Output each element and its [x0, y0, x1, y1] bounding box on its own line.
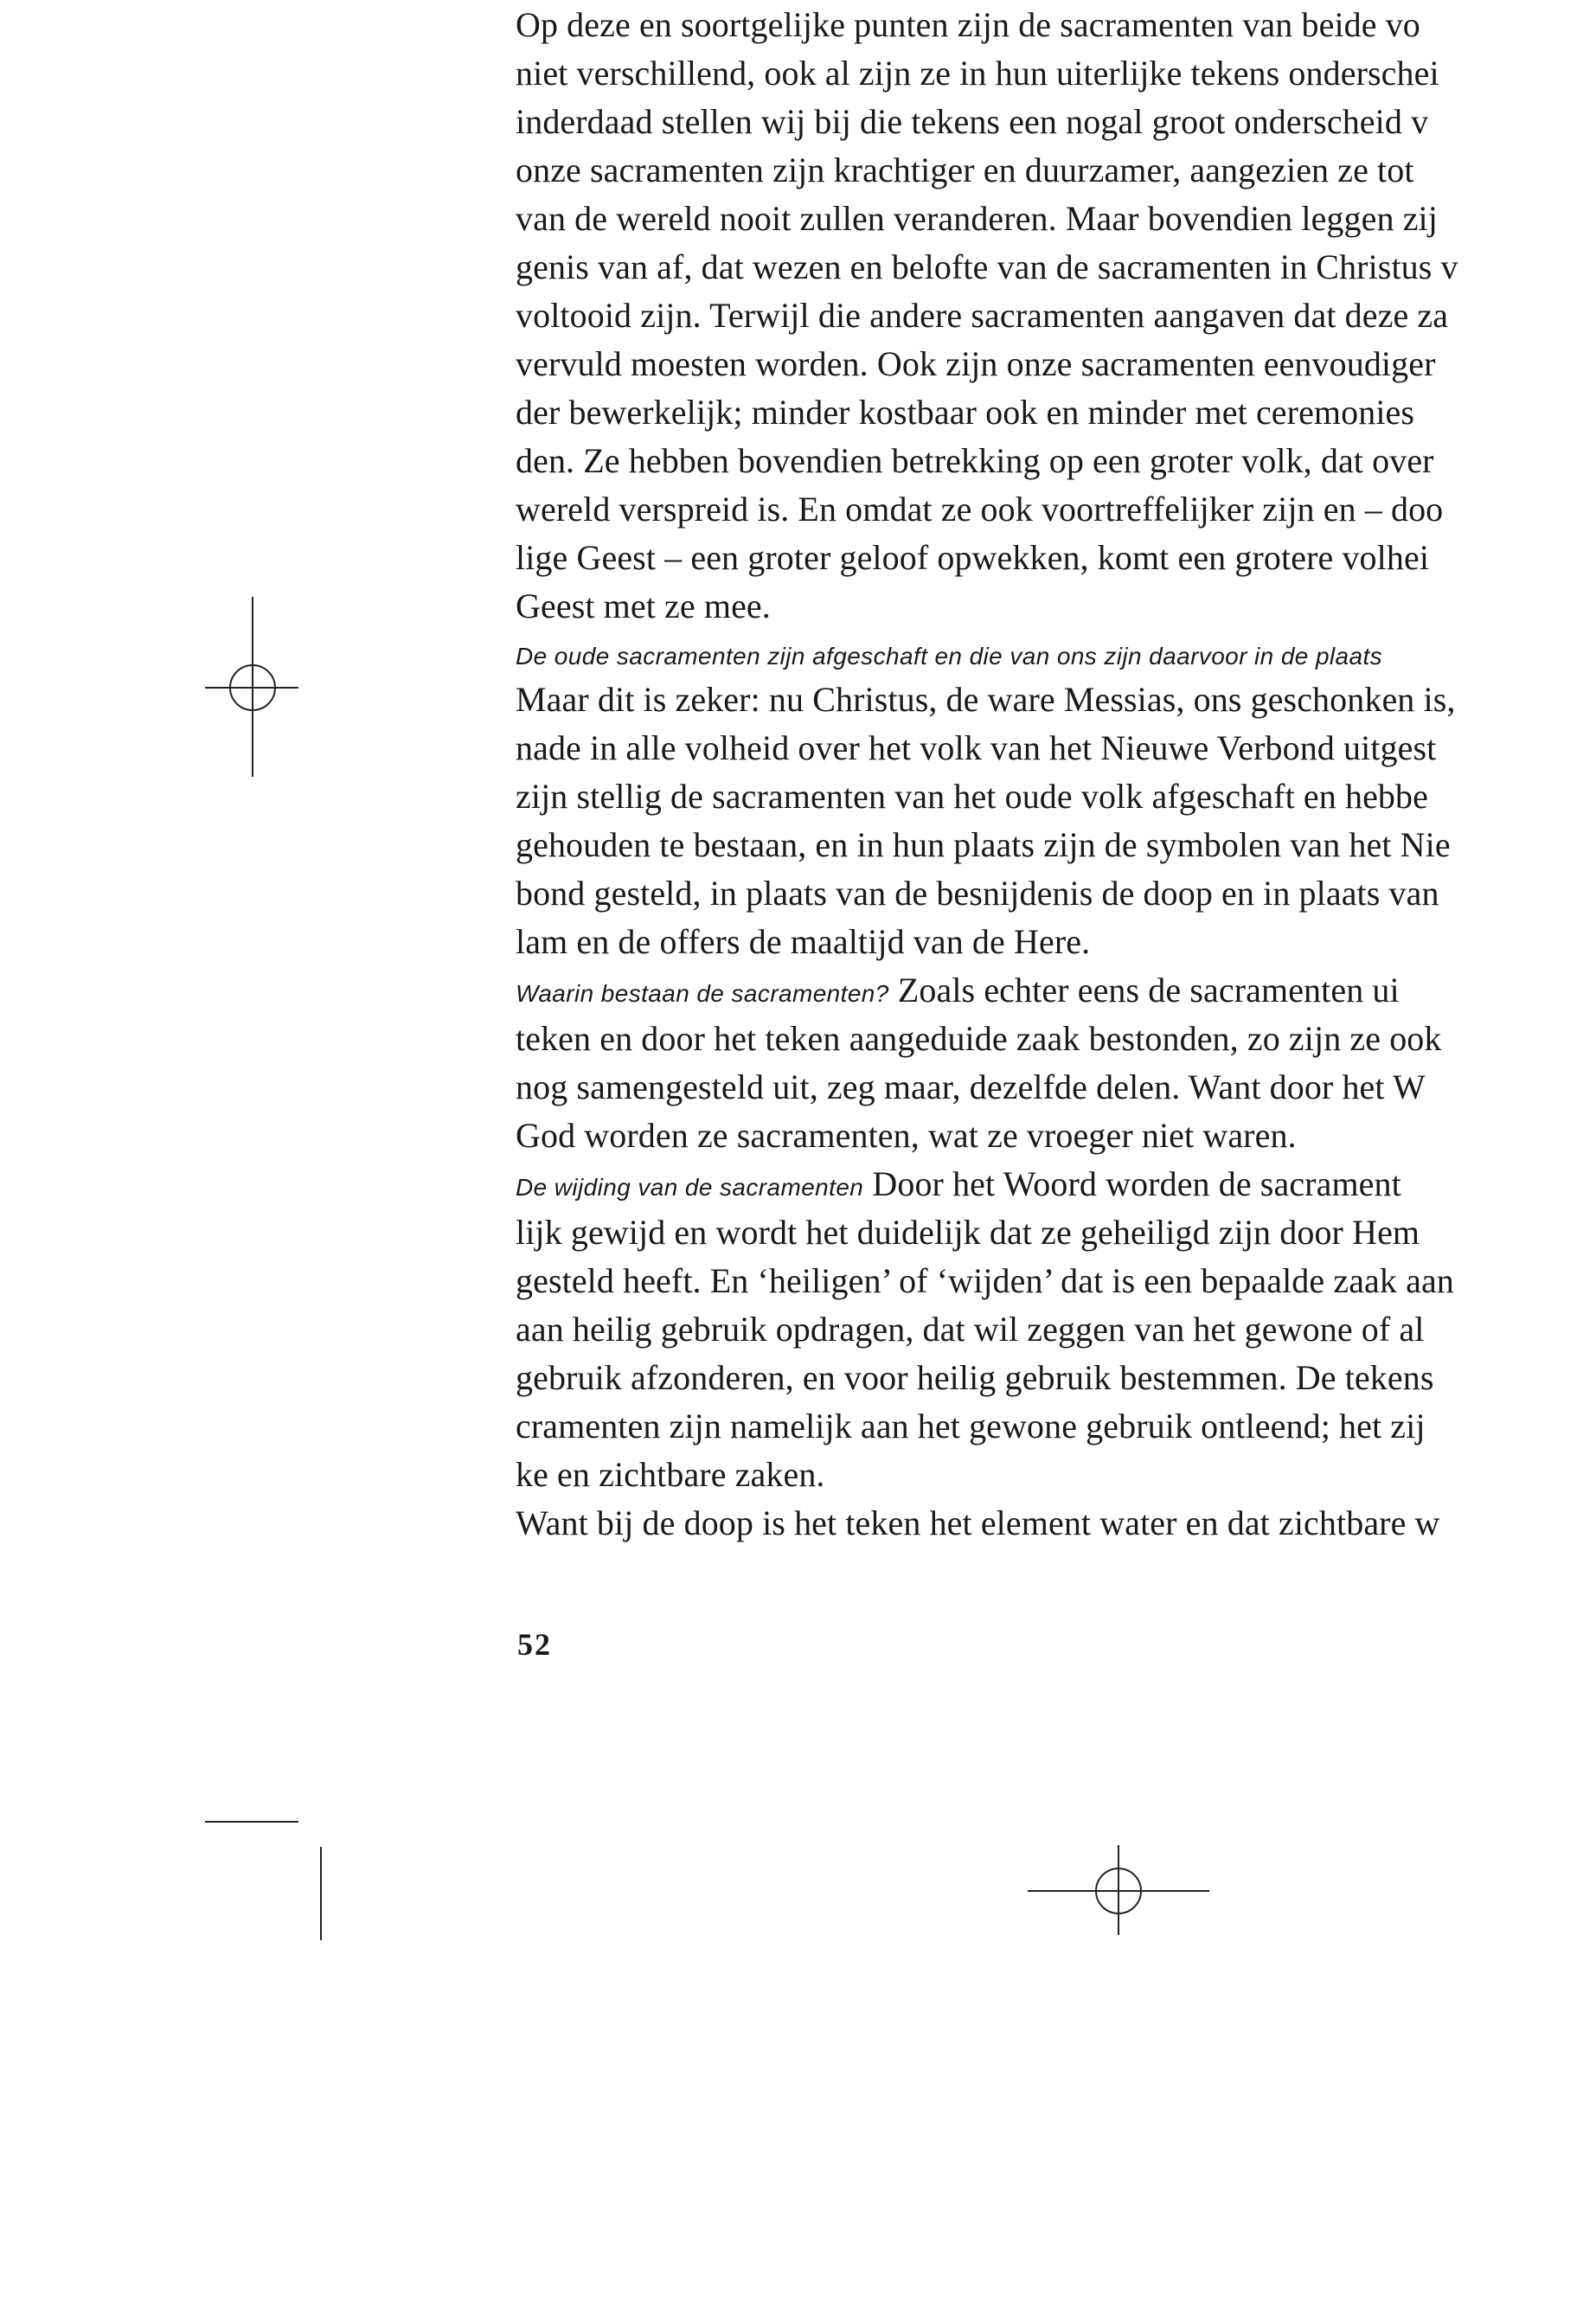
text-line: Op deze en soortgelijke punten zijn de sacramenten van beide vo [516, 5, 1420, 44]
margin-note-line [516, 631, 1596, 676]
text-line: wereld verspreid is. En omdat ze ook voortreffelijker zijn en – doo [516, 490, 1444, 529]
text-line-rest: Door het Woord worden de sacrament [863, 1164, 1401, 1203]
registration-mark-bottom [1028, 1845, 1211, 1937]
body-text [516, 0, 1596, 1548]
text-line: Geest met ze mee. [516, 586, 771, 625]
text-line: voltooid zijn. Terwijl die andere sacramenten aangaven dat deze za [516, 296, 1449, 335]
text-line: ke en zichtbare zaken. [516, 1455, 825, 1494]
text-line: inderdaad stellen wij bij die tekens een nogal groot onderscheid v [516, 102, 1429, 141]
text-line: vervuld moesten worden. Ook zijn onze sacramenten eenvoudiger [516, 344, 1436, 383]
page-number: 52 [517, 1627, 552, 1662]
paragraph-consecration [516, 1208, 1596, 1548]
text-line: lam en de offers de maaltijd van de Here. [516, 922, 1091, 961]
text-line: Want bij de doop is het teken het element water en dat zichtbare w [516, 1503, 1440, 1542]
text-line: niet verschillend, ook al zijn ze in hun uiterlijke tekens onderschei [516, 54, 1439, 93]
text-line: cramenten zijn namelijk aan het gewone gebruik ontleend; het zij [516, 1407, 1426, 1445]
text-line: gesteld heeft. En ‘heiligen’ of ‘wijden’ dat is een bepaalde zaak aan [516, 1261, 1454, 1300]
text-line: bond gesteld, in plaats van de besnijdenis de doop en in plaats van [516, 874, 1439, 913]
text-line: onze sacramenten zijn krachtiger en duurzamer, aangezien ze tot [516, 151, 1414, 189]
registration-mark-left [205, 597, 300, 779]
text-line: zijn stellig de sacramenten van het oude volk afgeschaft en hebbe [516, 777, 1428, 816]
text-line: gehouden te bestaan, en in hun plaats zijn de symbolen van het Nie [516, 825, 1451, 864]
paragraph-consist [516, 1015, 1596, 1160]
text-line: teken en door het teken aangeduide zaak bestonden, zo zijn ze ook [516, 1019, 1442, 1058]
text-line: den. Ze hebben bovendien betrekking op een groter volk, dat over [516, 441, 1434, 480]
text-line: gebruik afzonderen, en voor heilig gebruik bestemmen. De tekens [516, 1358, 1434, 1397]
crop-mark-bottom-left [205, 1821, 326, 1942]
text-line: Maar dit is zeker: nu Christus, de ware Messias, ons geschonken is, [516, 680, 1456, 719]
margin-note-abolished: De oude sacramenten zijn afgeschaft en die van ons zijn daarvoor in de plaats [516, 643, 1383, 670]
margin-note-consist: Waarin bestaan de sacramenten? [516, 980, 889, 1007]
text-line [516, 966, 1596, 1015]
paragraph-comparison [516, 0, 1596, 631]
text-line: nade in alle volheid over het volk van het Nieuwe Verbond uitgest [516, 728, 1437, 767]
paragraph-abolished [516, 676, 1596, 966]
margin-note-consecration: De wijding van de sacramenten [516, 1174, 864, 1201]
text-line: van de wereld nooit zullen veranderen. Maar bovendien leggen zij [516, 199, 1438, 238]
text-line: lijk gewijd en wordt het duidelijk dat ze geheiligd zijn door Hem [516, 1213, 1420, 1252]
text-line: lige Geest – een groter geloof opwekken, komt een grotere volhei [516, 538, 1430, 577]
text-line: aan heilig gebruik opdragen, dat wil zeggen van het gewone of al [516, 1310, 1425, 1349]
text-line: der bewerkelijk; minder kostbaar ook en minder met ceremonies [516, 393, 1415, 432]
text-line: God worden ze sacramenten, wat ze vroeger niet waren. [516, 1116, 1297, 1155]
text-line [516, 1160, 1596, 1208]
text-line: genis van af, dat wezen en belofte van de sacramenten in Christus v [516, 247, 1458, 286]
text-line: nog samengesteld uit, zeg maar, dezelfde delen. Want door het W [516, 1067, 1426, 1106]
text-line-rest: Zoals echter eens de sacramenten ui [888, 971, 1400, 1009]
